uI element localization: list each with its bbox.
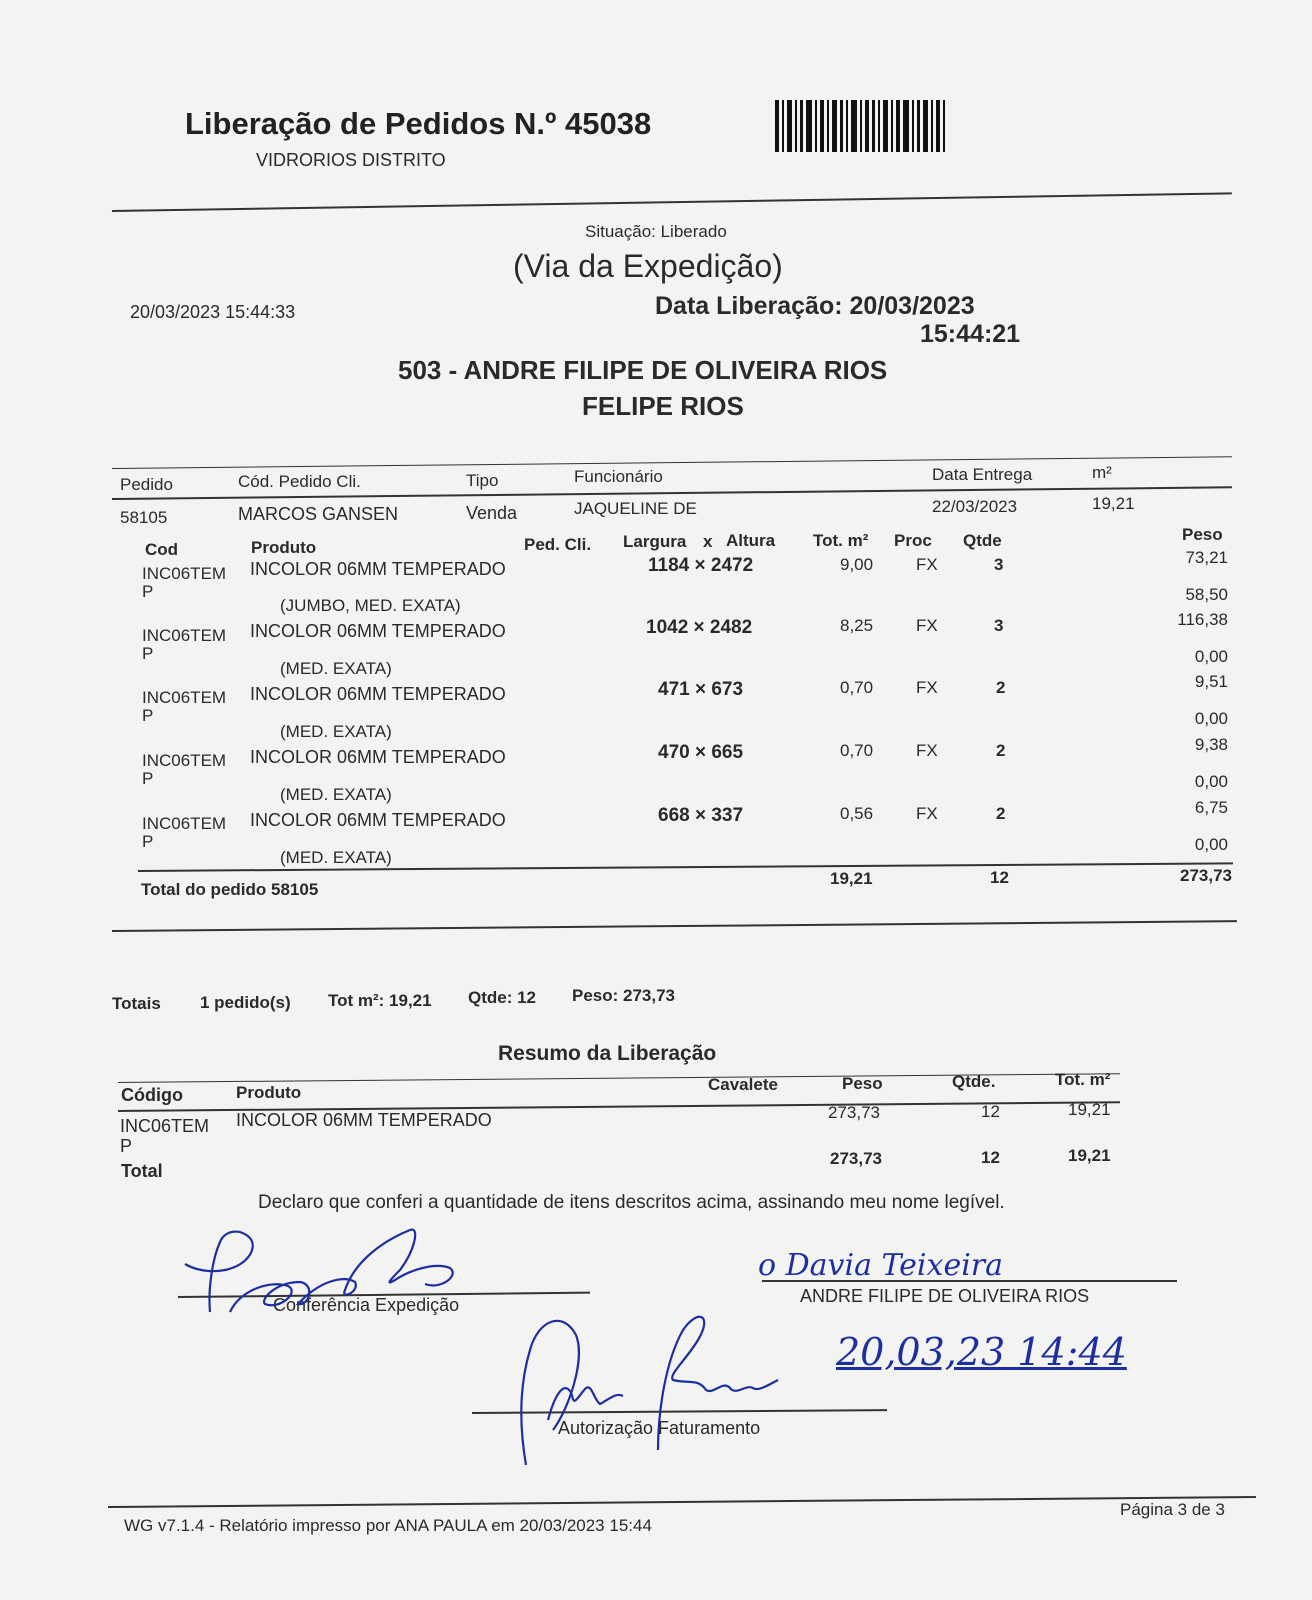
signature-label-client: ANDRE FILIPE DE OLIVEIRA RIOS [800,1286,1090,1306]
summary-total-peso: 273,73 [830,1149,882,1168]
signature-paulo-icon [170,1220,490,1330]
order-total-qtde: 12 [990,868,1009,887]
item-tot-m2: 0,70 [840,741,874,760]
summary-code-suffix: P [120,1136,133,1156]
item-proc: FX [916,555,938,574]
release-date: Data Liberação: 20/03/2023 [655,292,975,320]
totals-orders: 1 pedido(s) [200,993,291,1012]
totals-m2: Tot m²: 19,21 [328,991,432,1010]
signature-ana-paula-icon [508,1300,808,1470]
item-tot-m2: 0,70 [840,678,874,697]
delivery-date: 22/03/2023 [932,497,1018,516]
items-col-proc: Proc [894,531,932,550]
col-tipo: Tipo [466,471,499,490]
items-col-tot-m2: Tot. m² [813,531,869,550]
printed-timestamp: 20/03/2023 15:44:33 [130,302,296,322]
item-obs: (JUMBO, MED. EXATA) [280,596,461,615]
summary-title: Resumo da Liberação [498,1042,717,1065]
summary-total-label: Total [121,1161,163,1181]
items-col-produto: Produto [251,538,317,557]
footer-printed-by: WG v7.1.4 - Relatório impresso por ANA PAULA em 20/03/2023 15:44 [124,1516,652,1535]
item-peso: 73,21 [1185,548,1228,567]
item-product: INCOLOR 06MM TEMPERADO [250,559,506,579]
handwritten-date: 20,03,23 14:44 [836,1330,1127,1374]
order-total-peso: 273,73 [1180,866,1232,885]
item-code-suffix: P [142,706,154,725]
item-dimensions: 471 × 673 [658,679,744,700]
col-pedido: Pedido [120,475,173,494]
status-label: Situação: Liberado [585,222,727,241]
item-obs: (MED. EXATA) [280,722,392,741]
items-col-ped-cli: Ped. Cli. [524,535,592,554]
items-col-peso: Peso [1182,525,1223,544]
summary-col-tot-m2: Tot. m² [1055,1070,1111,1089]
client-name: 503 - ANDRE FILIPE DE OLIVEIRA RIOS [398,355,888,385]
copy-label: (Via da Expedição) [513,248,783,284]
item-code-suffix: P [142,832,154,851]
section-divider [112,920,1237,932]
summary-peso: 273,73 [828,1103,880,1122]
order-number: 58105 [120,508,168,527]
item-code: INC06TEM [142,564,227,583]
item-code-suffix: P [142,582,154,601]
barcode-icon [775,100,970,152]
item-qtde: 3 [994,616,1004,635]
items-col-x: x [703,532,713,551]
release-time: 15:44:21 [920,320,1021,348]
summary-qtde: 12 [981,1102,1000,1121]
items-col-altura: Altura [726,531,776,550]
item-tot-m2: 0,56 [840,804,874,823]
item-peso-extra: 58,50 [1185,585,1228,604]
item-peso-extra: 0,00 [1194,647,1228,666]
employee-name: JAQUELINE DE [574,499,697,518]
summary-col-cavalete: Cavalete [708,1075,778,1094]
item-qtde: 2 [996,804,1006,823]
signature-label-conferencia: Conferência Expedição [273,1295,460,1315]
summary-col-peso: Peso [842,1074,883,1093]
footer-divider [108,1496,1256,1508]
item-peso: 6,75 [1194,798,1228,817]
summary-total-tot-m2: 19,21 [1068,1146,1111,1165]
item-proc: FX [916,804,938,823]
item-peso-extra: 0,00 [1194,835,1228,854]
item-tot-m2: 9,00 [840,555,874,574]
item-product: INCOLOR 06MM TEMPERADO [250,810,506,830]
item-peso: 9,51 [1194,672,1228,691]
totals-qtde: Qtde: 12 [468,988,537,1007]
item-code: INC06TEM [142,626,227,645]
summary-col-produto: Produto [236,1083,302,1102]
totals-peso: Peso: 273,73 [572,986,676,1005]
col-m2: m² [1092,463,1112,482]
item-peso-extra: 0,00 [1194,772,1228,791]
summary-col-qtde: Qtde. [952,1072,996,1091]
items-col-largura: Largura [623,532,687,551]
order-total-m2: 19,21 [830,869,873,888]
client-nickname: FELIPE RIOS [582,391,744,421]
item-code-suffix: P [142,644,154,663]
item-code-suffix: P [142,769,154,788]
order-type: Venda [466,503,518,523]
item-obs: (MED. EXATA) [280,785,392,804]
item-code: INC06TEM [142,814,227,833]
order-total-label: Total do pedido 58105 [141,880,319,899]
client-order-code: MARCOS GANSEN [238,504,399,524]
item-code: INC06TEM [142,751,227,770]
declaration-text: Declaro que conferi a quantidade de itens descritos acima, assinando meu nome legível. [258,1192,1005,1213]
item-qtde: 3 [994,555,1004,574]
item-qtde: 2 [996,741,1006,760]
summary-code: INC06TEM [120,1116,210,1136]
item-peso: 9,38 [1194,735,1228,754]
summary-total-qtde: 12 [981,1148,1000,1167]
header-divider [112,192,1232,212]
item-dimensions: 1042 × 2482 [646,617,753,638]
item-dimensions: 668 × 337 [658,805,744,826]
totals-label: Totais [112,994,161,1013]
item-obs: (MED. EXATA) [280,848,392,867]
order-m2: 19,21 [1092,494,1135,513]
item-obs: (MED. EXATA) [280,659,392,678]
item-product: INCOLOR 06MM TEMPERADO [250,747,506,767]
handwritten-client-name: o Davia Teixeira [758,1248,1004,1283]
item-proc: FX [916,616,938,635]
company-name: VIDRORIOS DISTRITO [256,150,446,170]
col-funcionario: Funcionário [574,467,663,486]
item-product: INCOLOR 06MM TEMPERADO [250,621,506,641]
item-product: INCOLOR 06MM TEMPERADO [250,684,506,704]
page-number: Página 3 de 3 [1120,1500,1225,1519]
table-top-rule [112,456,1232,469]
summary-col-codigo: Código [121,1085,183,1105]
item-dimensions: 470 × 665 [658,742,744,763]
summary-product: INCOLOR 06MM TEMPERADO [236,1110,492,1130]
summary-tot-m2: 19,21 [1068,1100,1111,1119]
document-title: Liberação de Pedidos N.º 45038 [185,106,652,141]
col-data-entrega: Data Entrega [932,465,1033,484]
item-peso: 116,38 [1177,610,1228,629]
item-peso-extra: 0,00 [1194,709,1228,728]
item-proc: FX [916,741,938,760]
items-col-cod: Cod [145,540,179,559]
col-cod-pedido-cli: Cód. Pedido Cli. [238,472,361,491]
item-proc: FX [916,678,938,697]
item-dimensions: 1184 × 2472 [648,555,754,576]
item-code: INC06TEM [142,688,227,707]
item-tot-m2: 8,25 [840,616,874,635]
item-qtde: 2 [996,678,1006,697]
signature-label-autorizacao: Autorização Faturamento [558,1418,761,1438]
items-col-qtde: Qtde [963,531,1002,550]
